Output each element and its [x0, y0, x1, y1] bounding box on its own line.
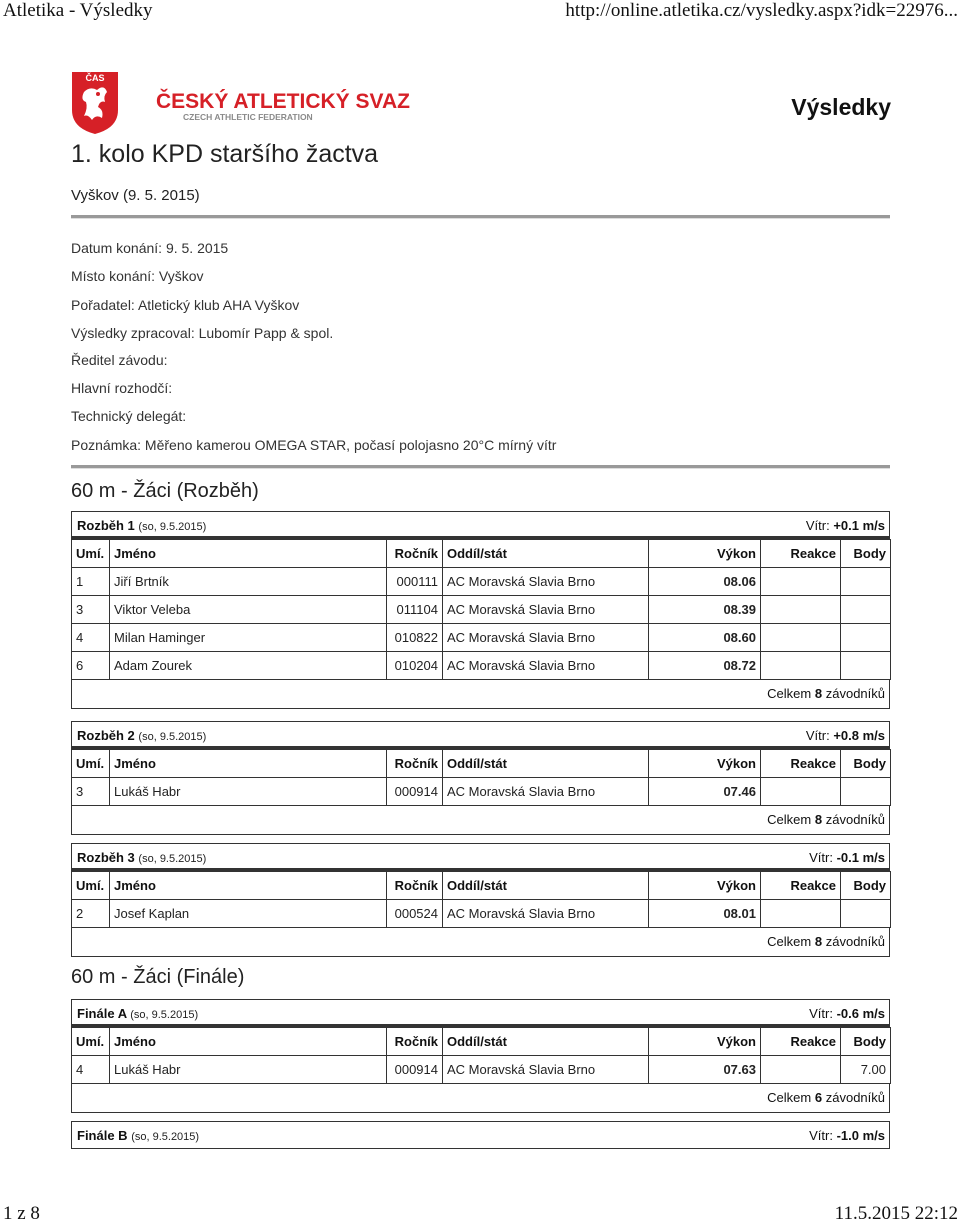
divider	[71, 465, 890, 469]
heat-name: Finále A	[77, 1006, 127, 1021]
reaction	[761, 1056, 841, 1084]
table-header-row	[72, 872, 891, 900]
club[interactable]: AC Moravská Slavia Brno	[443, 652, 649, 680]
logo-sub: CZECH ATHLETIC FEDERATION	[183, 112, 313, 122]
results-table	[71, 539, 891, 680]
results-table	[71, 749, 891, 806]
reaction	[761, 900, 841, 928]
info-venue: Místo konání: Vyškov	[71, 268, 204, 284]
performance: 07.46	[649, 778, 761, 806]
event-title: 60 m - Žáci (Rozběh)	[71, 480, 259, 502]
info-processed-by: Výsledky zpracoval: Lubomír Papp & spol.	[71, 325, 334, 341]
wind-label: Vítr:	[805, 518, 830, 533]
heat-block	[71, 999, 890, 1113]
col-reaction: Reakce	[761, 540, 841, 568]
birth-year: 010822	[387, 624, 443, 652]
birth-year: 000111	[387, 568, 443, 596]
col-points: Body	[841, 872, 891, 900]
heat-name: Rozběh 1	[77, 518, 135, 533]
table-row	[72, 568, 891, 596]
col-place: Umí.	[72, 1028, 110, 1056]
place: 3	[72, 596, 110, 624]
heat-name: Rozběh 3	[77, 850, 135, 865]
cas-logo-icon	[70, 70, 410, 136]
athlete-name[interactable]: Josef Kaplan	[110, 900, 387, 928]
wind-value: +0.8 m/s	[833, 728, 885, 743]
competition-subtitle: Vyškov (9. 5. 2015)	[71, 187, 200, 204]
heat-meta: (so, 9.5.2015)	[131, 1131, 200, 1143]
wind-label: Vítr:	[809, 850, 833, 865]
col-year: Ročník	[387, 540, 443, 568]
performance: 08.01	[649, 900, 761, 928]
birth-year: 000524	[387, 900, 443, 928]
col-performance: Výkon	[649, 872, 761, 900]
info-referee: Hlavní rozhodčí:	[71, 380, 173, 396]
competition-title: 1. kolo KPD staršího žactva	[71, 140, 379, 168]
total-count: 6	[814, 1090, 823, 1105]
total-suffix: závodníků	[825, 812, 885, 827]
club[interactable]: AC Moravská Slavia Brno	[443, 778, 649, 806]
performance: 07.63	[649, 1056, 761, 1084]
birth-year: 011104	[387, 596, 443, 624]
athlete-name[interactable]: Lukáš Habr	[110, 778, 387, 806]
club[interactable]: AC Moravská Slavia Brno	[443, 568, 649, 596]
heat-total	[71, 1084, 890, 1113]
athlete-name[interactable]: Adam Zourek	[110, 652, 387, 680]
heat-block	[71, 721, 890, 835]
heat-total	[71, 928, 890, 957]
performance: 08.72	[649, 652, 761, 680]
col-points: Body	[841, 750, 891, 778]
total-count: 8	[814, 812, 823, 827]
performance: 08.60	[649, 624, 761, 652]
info-date: Datum konání: 9. 5. 2015	[71, 240, 229, 256]
place: 3	[72, 778, 110, 806]
logo-name: ČESKÝ ATLETICKÝ SVAZ	[156, 90, 410, 113]
heat-meta: (so, 9.5.2015)	[130, 1009, 199, 1021]
total-suffix: závodníků	[825, 1090, 885, 1105]
page-count: 1 z 8	[3, 1203, 40, 1224]
place: 6	[72, 652, 110, 680]
club[interactable]: AC Moravská Slavia Brno	[443, 624, 649, 652]
col-name: Jméno	[110, 750, 387, 778]
club[interactable]: AC Moravská Slavia Brno	[443, 900, 649, 928]
points	[841, 778, 891, 806]
wind-label: Vítr:	[805, 728, 830, 743]
heat-header	[71, 1121, 890, 1149]
page-heading: Výsledky	[791, 94, 891, 120]
total-suffix: závodníků	[825, 934, 885, 949]
heat-block	[71, 511, 890, 709]
reaction	[761, 624, 841, 652]
athlete-name[interactable]: Viktor Veleba	[110, 596, 387, 624]
table-header-row	[72, 750, 891, 778]
heat-total	[71, 806, 890, 835]
svg-text:ČAS: ČAS	[85, 73, 105, 83]
total-prefix: Celkem	[767, 934, 812, 949]
total-count: 8	[814, 934, 823, 949]
wind-value: -0.1 m/s	[836, 850, 885, 865]
col-place: Umí.	[72, 750, 110, 778]
col-performance: Výkon	[649, 1028, 761, 1056]
col-points: Body	[841, 1028, 891, 1056]
browser-title: Atletika - Výsledky	[3, 0, 153, 21]
heat-block	[71, 843, 890, 957]
heat-meta: (so, 9.5.2015)	[138, 731, 207, 743]
col-reaction: Reakce	[761, 1028, 841, 1056]
cas-logo[interactable]	[70, 70, 410, 136]
heat-meta: (so, 9.5.2015)	[138, 853, 207, 865]
wind-value: -1.0 m/s	[836, 1128, 885, 1143]
reaction	[761, 568, 841, 596]
results-table	[71, 871, 891, 928]
col-points: Body	[841, 540, 891, 568]
total-suffix: závodníků	[825, 686, 885, 701]
points	[841, 652, 891, 680]
reaction	[761, 778, 841, 806]
points: 7.00	[841, 1056, 891, 1084]
info-organizer: Pořadatel: Atletický klub AHA Vyškov	[71, 297, 300, 313]
points	[841, 596, 891, 624]
place: 2	[72, 900, 110, 928]
total-prefix: Celkem	[767, 812, 812, 827]
col-name: Jméno	[110, 872, 387, 900]
table-row	[72, 624, 891, 652]
col-name: Jméno	[110, 540, 387, 568]
wind-value: +0.1 m/s	[833, 518, 885, 533]
info-note: Poznámka: Měřeno kamerou OMEGA STAR, počasí polojasno 20°C mírný vítr	[71, 437, 557, 453]
browser-url[interactable]: http://online.atletika.cz/vysledky.aspx?idk=22976...	[565, 0, 958, 21]
performance: 08.39	[649, 596, 761, 624]
event-title: 60 m - Žáci (Finále)	[71, 966, 245, 988]
table-header-row	[72, 540, 891, 568]
table-row	[72, 1056, 891, 1084]
col-club: Oddíl/stát	[443, 540, 649, 568]
birth-year: 000914	[387, 1056, 443, 1084]
col-name: Jméno	[110, 1028, 387, 1056]
col-club: Oddíl/stát	[443, 872, 649, 900]
place: 4	[72, 1056, 110, 1084]
place: 1	[72, 568, 110, 596]
col-club: Oddíl/stát	[443, 1028, 649, 1056]
col-performance: Výkon	[649, 540, 761, 568]
heat-header	[71, 511, 890, 539]
points	[841, 568, 891, 596]
heat-meta: (so, 9.5.2015)	[138, 521, 207, 533]
print-timestamp: 11.5.2015 22:12	[834, 1203, 958, 1224]
reaction	[761, 596, 841, 624]
wind-label: Vítr:	[809, 1006, 833, 1021]
reaction	[761, 652, 841, 680]
table-header-row	[72, 1028, 891, 1056]
birth-year: 010204	[387, 652, 443, 680]
col-year: Ročník	[387, 750, 443, 778]
heat-header	[71, 999, 890, 1027]
total-prefix: Celkem	[767, 1090, 812, 1105]
place: 4	[72, 624, 110, 652]
heat-name: Rozběh 2	[77, 728, 135, 743]
col-year: Ročník	[387, 1028, 443, 1056]
print-header	[0, 0, 960, 26]
table-row	[72, 652, 891, 680]
col-year: Ročník	[387, 872, 443, 900]
athlete-name[interactable]: Lukáš Habr	[110, 1056, 387, 1084]
athlete-name[interactable]: Jiří Brtník	[110, 568, 387, 596]
col-reaction: Reakce	[761, 750, 841, 778]
info-delegate: Technický delegát:	[71, 408, 187, 424]
total-prefix: Celkem	[767, 686, 812, 701]
wind-label: Vítr:	[809, 1128, 833, 1143]
table-row	[72, 596, 891, 624]
heat-total	[71, 680, 890, 709]
birth-year: 000914	[387, 778, 443, 806]
table-row	[72, 900, 891, 928]
heat-header	[71, 843, 890, 871]
club[interactable]: AC Moravská Slavia Brno	[443, 596, 649, 624]
heat-header	[71, 721, 890, 749]
divider	[71, 215, 890, 219]
performance: 08.06	[649, 568, 761, 596]
col-place: Umí.	[72, 540, 110, 568]
info-director: Ředitel závodu:	[71, 352, 168, 368]
total-count: 8	[814, 686, 823, 701]
col-performance: Výkon	[649, 750, 761, 778]
athlete-name[interactable]: Milan Haminger	[110, 624, 387, 652]
points	[841, 624, 891, 652]
table-row	[72, 778, 891, 806]
wind-value: -0.6 m/s	[836, 1006, 885, 1021]
heat-name: Finále B	[77, 1128, 128, 1143]
col-place: Umí.	[72, 872, 110, 900]
col-reaction: Reakce	[761, 872, 841, 900]
results-table	[71, 1027, 891, 1084]
col-club: Oddíl/stát	[443, 750, 649, 778]
points	[841, 900, 891, 928]
heat-block	[71, 1121, 890, 1149]
club[interactable]: AC Moravská Slavia Brno	[443, 1056, 649, 1084]
